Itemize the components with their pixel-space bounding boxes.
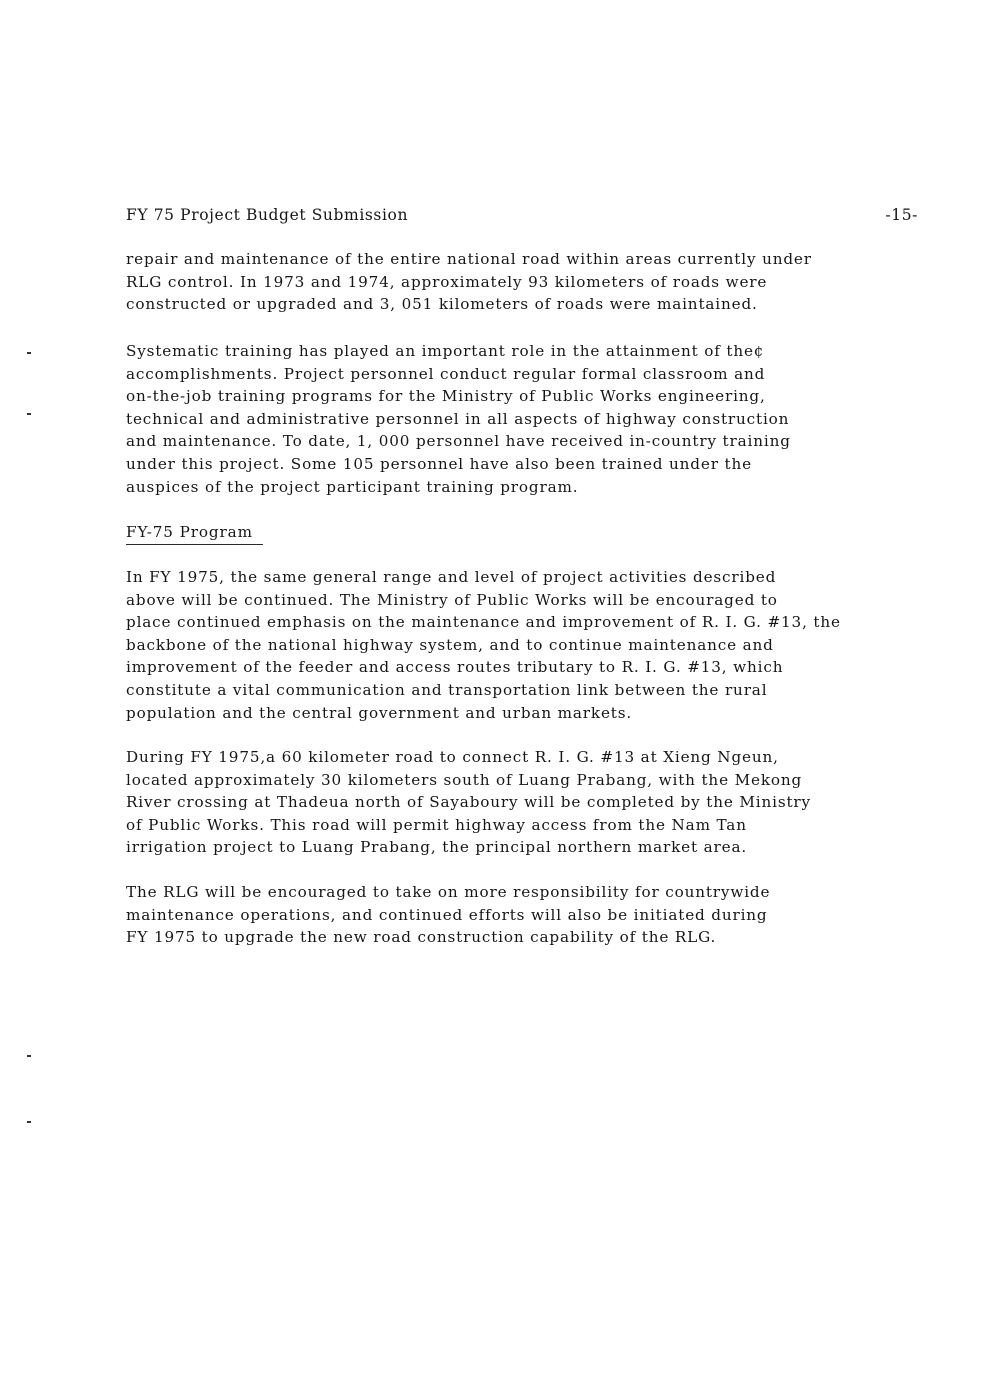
text-line: population and the central government and urban markets. [126, 703, 633, 722]
text-line: place continued emphasis on the maintenance and improvement of R. I. G. #13, the [126, 613, 841, 632]
text-line: under this project. Some 105 personnel have also been trained under the [126, 454, 752, 473]
text-line: constitute a vital communication and transportation link between the rural [126, 680, 768, 699]
text-line: FY 1975 to upgrade the new road construction capability of the RLG. [126, 928, 717, 947]
text-line: located approximately 30 kilometers south of Luang Prabang, with the Mekong [126, 770, 803, 789]
text-line: backbone of the national highway system, and to continue maintenance and [126, 635, 774, 654]
text-line: maintenance operations, and continued efforts will also be initiated during [126, 905, 768, 924]
text-line: River crossing at Thadeua north of Sayaboury will be completed by the Ministry [126, 793, 811, 812]
text-line: and maintenance. To date, 1, 000 personnel have received in-country training [126, 432, 791, 451]
margin-mark [27, 352, 31, 354]
paragraph-rlg-responsibility [126, 881, 770, 949]
margin-mark [27, 1055, 31, 1057]
margin-mark [27, 1121, 31, 1123]
text-line: above will be continued. The Ministry of Public Works will be encouraged to [126, 590, 778, 609]
text-line: auspices of the project participant training program. [126, 477, 579, 496]
text-line: RLG control. In 1973 and 1974, approximately 93 kilometers of roads were [126, 272, 768, 291]
text-line: repair and maintenance of the entire national road within areas currently under [126, 250, 812, 268]
text-line: accomplishments. Project personnel conduct regular formal classroom and [126, 364, 766, 383]
text-line: technical and administrative personnel in all aspects of highway construction [126, 409, 790, 428]
paragraph-fy75-program [126, 566, 841, 724]
text-line: During FY 1975,a 60 kilometer road to connect R. I. G. #13 at Xieng Ngeun, [126, 748, 779, 766]
text-line: In FY 1975, the same general range and level of project activities described [126, 568, 777, 586]
text-line: of Public Works. This road will permit highway access from the Nam Tan [126, 815, 747, 834]
text-line: The RLG will be encouraged to take on more responsibility for countrywide [126, 883, 771, 901]
page-number: -15- [885, 206, 918, 224]
section-heading: FY-75 Program [126, 521, 263, 545]
text-line: Systematic training has played an important role in the attainment of the¢ [126, 342, 765, 360]
margin-mark [27, 413, 31, 415]
paragraph-road-connection [126, 746, 811, 859]
document-title: FY 75 Project Budget Submission [126, 206, 409, 224]
text-line: on-the-job training programs for the Ministry of Public Works engineering, [126, 387, 766, 406]
paragraph-road-maintenance [126, 248, 812, 316]
text-line: constructed or upgraded and 3, 051 kilometers of roads were maintained. [126, 295, 758, 314]
text-line: irrigation project to Luang Prabang, the principal northern market area. [126, 838, 748, 857]
text-line: improvement of the feeder and access routes tributary to R. I. G. #13, which [126, 658, 784, 677]
paragraph-training [126, 340, 791, 498]
